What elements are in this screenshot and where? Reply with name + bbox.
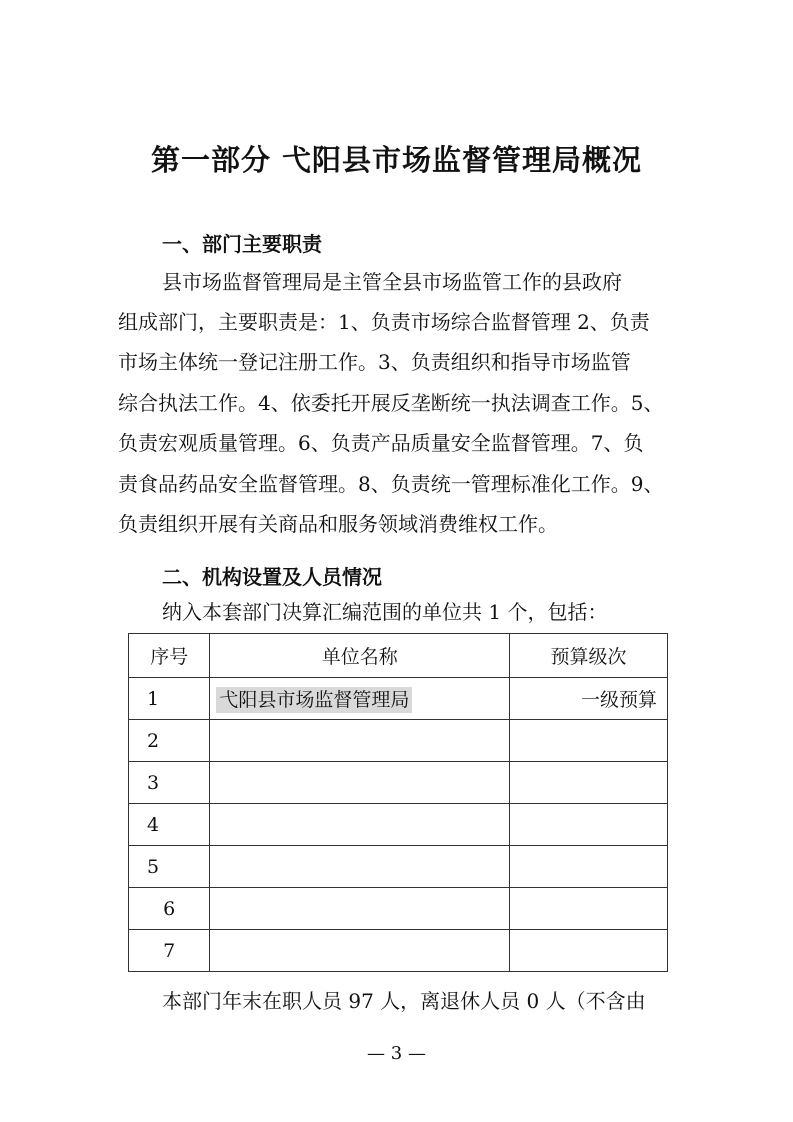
unit-name-cell — [210, 804, 510, 846]
unit-name-highlight: 弋阳县市场监督管理局 — [216, 687, 412, 713]
table-header-row — [129, 634, 668, 678]
duties-line: 组成部门，主要职责是：1、负责市场综合监督管理 2、负责 — [118, 310, 650, 334]
section-heading-organization: 二、机构设置及人员情况 — [162, 565, 382, 589]
budget-level-cell — [510, 846, 668, 888]
units-table — [128, 633, 668, 972]
unit-name-cell — [210, 888, 510, 930]
row-index: 1 — [129, 678, 210, 720]
section-heading-duties: 一、部门主要职责 — [162, 232, 322, 256]
unit-name-cell — [210, 846, 510, 888]
duties-line: 责食品药品安全监督管理。8、负责统一管理标准化工作。9、 — [118, 472, 664, 496]
budget-level-cell: 一级预算 — [510, 678, 668, 720]
unit-name-cell — [210, 930, 510, 972]
column-header-unit-name: 单位名称 — [210, 634, 510, 678]
duties-line: 负责宏观质量管理。6、负责产品质量安全监督管理。7、负 — [118, 431, 644, 455]
table-row — [129, 846, 668, 888]
budget-level-cell — [510, 930, 668, 972]
table-row — [129, 888, 668, 930]
page-number: — 3 — — [367, 1043, 426, 1064]
table-row — [129, 762, 668, 804]
duties-line: 县市场监督管理局是主管全县市场监管工作的县政府 — [162, 270, 622, 294]
units-intro-text: 纳入本套部门决算汇编范围的单位共 1 个，包括： — [162, 600, 608, 624]
table-row — [129, 678, 668, 720]
column-header-index: 序号 — [129, 634, 210, 678]
row-index: 4 — [129, 804, 210, 846]
table-row — [129, 720, 668, 762]
duties-line: 负责组织开展有关商品和服务领域消费维权工作。 — [118, 512, 558, 536]
row-index: 6 — [129, 888, 210, 930]
row-index: 2 — [129, 720, 210, 762]
row-index: 7 — [129, 930, 210, 972]
duties-line: 市场主体统一登记注册工作。3、负责组织和指导市场监管 — [118, 350, 631, 374]
staff-count-text: 本部门年末在职人员 97 人，离退休人员 0 人（不含由 — [162, 989, 646, 1013]
budget-level-cell — [510, 804, 668, 846]
column-header-budget-level: 预算级次 — [510, 634, 668, 678]
page-title: 第一部分 弋阳县市场监督管理局概况 — [150, 143, 643, 177]
unit-name-cell — [210, 720, 510, 762]
budget-level-cell — [510, 720, 668, 762]
row-index: 3 — [129, 762, 210, 804]
table-row — [129, 930, 668, 972]
duties-line: 综合执法工作。4、依委托开展反垄断统一执法调查工作。5、 — [118, 391, 664, 415]
budget-level-cell — [510, 762, 668, 804]
table-row — [129, 804, 668, 846]
row-index: 5 — [129, 846, 210, 888]
unit-name-cell — [210, 762, 510, 804]
budget-level-cell — [510, 888, 668, 930]
unit-name-cell — [210, 678, 510, 720]
